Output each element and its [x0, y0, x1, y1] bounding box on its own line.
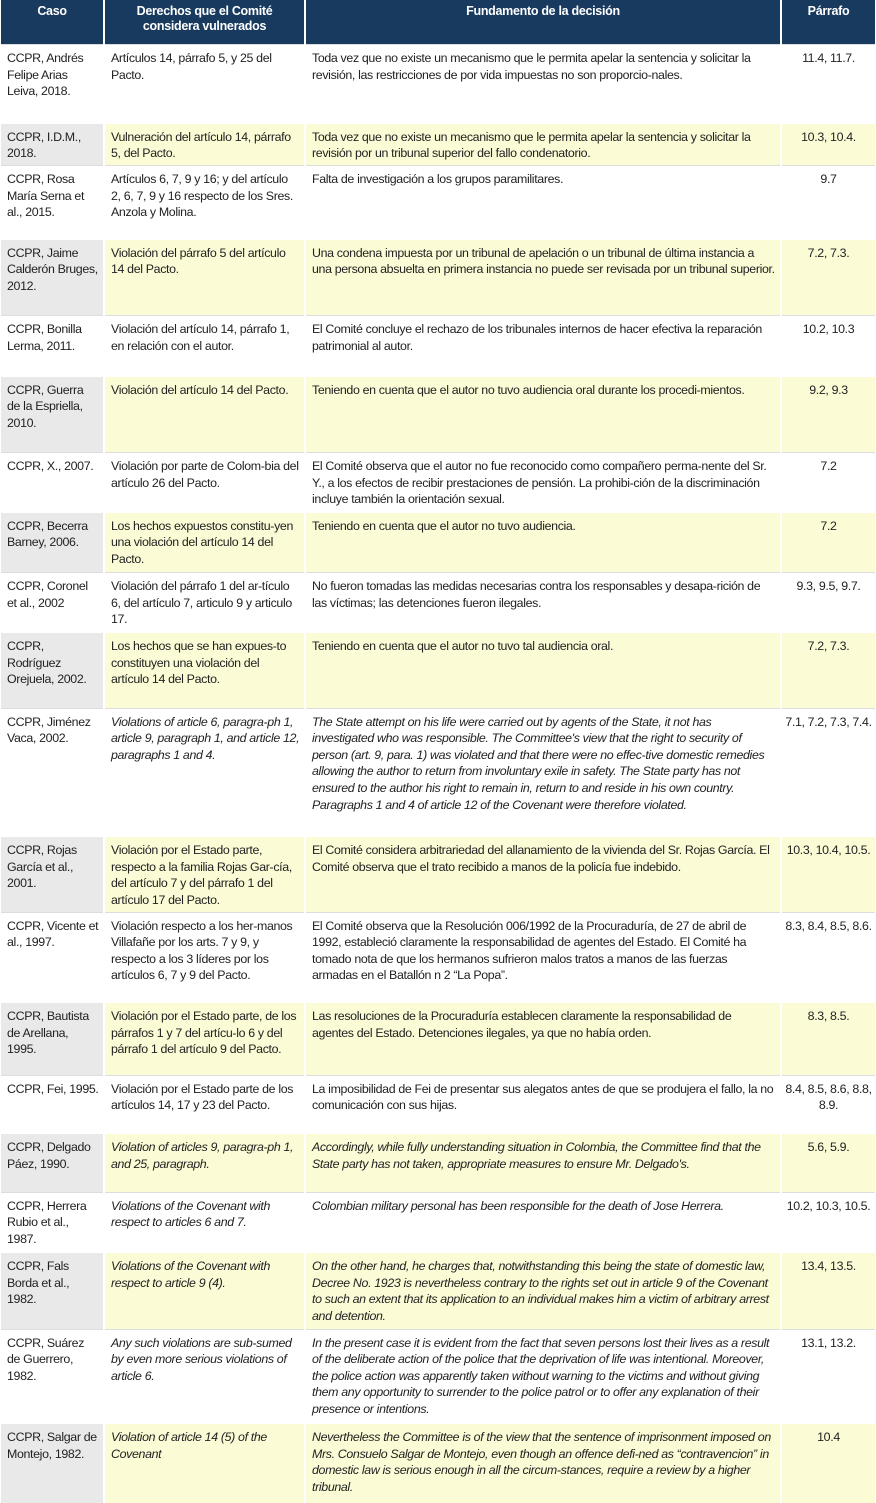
cell-parrafo: 13.1, 13.2.: [781, 1329, 875, 1423]
table-row: [1, 123, 875, 166]
table-row: [1, 1002, 875, 1075]
cell-fundamento: Colombian military personal has been responsible for the death of Jose Herrera.: [305, 1192, 781, 1252]
table-body: [1, 45, 875, 1503]
table-row: [1, 1423, 875, 1503]
cell-fundamento: Una condena impuesta por un tribunal de apelación o un tribunal de última instancia a una persona absuelta en primera instancia no puede ser revisada por un tribunal superior.: [305, 239, 781, 316]
cell-caso: CCPR, I.D.M., 2018.: [1, 123, 104, 166]
table-row: [1, 1329, 875, 1423]
table-row: [1, 708, 875, 836]
table-row: [1, 1075, 875, 1133]
table-row: [1, 1192, 875, 1252]
cell-parrafo: 10.2, 10.3: [781, 316, 875, 376]
cell-fundamento: El Comité concluye el rechazo de los tribunales internos de hacer efectiva la reparación patrimonial al autor.: [305, 316, 781, 376]
table-row: [1, 239, 875, 316]
cell-caso: CCPR, Becerra Barney, 2006.: [1, 512, 104, 573]
decisions-table: [1, 0, 875, 1503]
cell-fundamento: El Comité observa que la Resolución 006/1992 de la Procuraduría, de 27 de abril de 1992, estableció claramente la responsabilidad de agentes del Estado. El Comité ha tomado nota de que los hermanos sufrieron malos tratos a manos de las fuerzas armadas en el Batallón n 2 “La Popa”.: [305, 912, 781, 1002]
cell-derechos: Artículos 6, 7, 9 y 16; y del artículo 2, 6, 7, 9 y 16 respecto de los Sres. Anzola y Molina.: [104, 166, 305, 239]
table-header-row: [1, 0, 875, 45]
header-derechos: Derechos que el Comité considera vulnerados: [104, 0, 305, 45]
table-row: [1, 573, 875, 632]
cell-derechos: Violación por el Estado parte, de los párrafos 1 y 7 del artícu-lo 6 y del párrafo 1 del artículo 9 del Pacto.: [104, 1002, 305, 1075]
cell-fundamento: El Comité considera arbitrariedad del allanamiento de la vivienda del Sr. Rojas García. El Comité observa que el trato recibido a manos de la policía fue indebido.: [305, 836, 781, 912]
cell-fundamento: Las resoluciones de la Procuraduría establecen claramente la responsabilidad de agentes del Estado. Detenciones ilegales, ya que no había orden.: [305, 1002, 781, 1075]
table-row: [1, 1133, 875, 1192]
cell-parrafo: 7.2: [781, 453, 875, 512]
cell-derechos: Violación del artículo 14, párrafo 1, en relación con el autor.: [104, 316, 305, 376]
cell-fundamento: Teniendo en cuenta que el autor no tuvo audiencia oral durante los procedi-mientos.: [305, 376, 781, 453]
cell-derechos: Violación por parte de Colom-bia del artículo 26 del Pacto.: [104, 453, 305, 512]
table-row: [1, 376, 875, 453]
cell-caso: CCPR, Rosa María Serna et al., 2015.: [1, 166, 104, 239]
cell-caso: CCPR, Jiménez Vaca, 2002.: [1, 708, 104, 836]
cell-derechos: Vulneración del artículo 14, párrafo 5, del Pacto.: [104, 123, 305, 166]
cell-fundamento: La imposibilidad de Fei de presentar sus alegatos antes de que se produjera el fallo, la no comunicación con sus hijas.: [305, 1075, 781, 1133]
cell-parrafo: 7.2, 7.3.: [781, 239, 875, 316]
cell-caso: CCPR, Andrés Felipe Arias Leiva, 2018.: [1, 45, 104, 123]
cell-derechos: Violación respecto a los her-manos Villafañe por los arts. 7 y 9, y respecto a los 3 líderes por los artículos 6, 7 y 9 del Pacto.: [104, 912, 305, 1002]
cell-parrafo: 8.3, 8.4, 8.5, 8.6.: [781, 912, 875, 1002]
cell-caso: CCPR, Bautista de Arellana, 1995.: [1, 1002, 104, 1075]
cell-derechos: Violación del artículo 14 del Pacto.: [104, 376, 305, 453]
cell-caso: CCPR, Fals Borda et al., 1982.: [1, 1252, 104, 1329]
cell-derechos: Los hechos expuestos constitu-yen una violación del artículo 14 del Pacto.: [104, 512, 305, 573]
cell-caso: CCPR, X., 2007.: [1, 453, 104, 512]
cell-derechos: Violations of article 6, paragra-ph 1, article 9, paragraph 1, and article 12, paragraphs 1 and 4.: [104, 708, 305, 836]
cell-derechos: Any such violations are sub-sumed by even more serious violations of article 6.: [104, 1329, 305, 1423]
cell-fundamento: Toda vez que no existe un mecanismo que le permita apelar la sentencia y solicitar la revisión por un tribunal superior del fallo condenatorio.: [305, 123, 781, 166]
cell-caso: CCPR, Suárez de Guerrero, 1982.: [1, 1329, 104, 1423]
cell-caso: CCPR, Jaime Calderón Bruges, 2012.: [1, 239, 104, 316]
cell-parrafo: 9.3, 9.5, 9.7.: [781, 573, 875, 632]
table-row: [1, 912, 875, 1002]
table-row: [1, 632, 875, 708]
header-fundamento: Fundamento de la decisión: [305, 0, 781, 45]
cell-parrafo: 7.2: [781, 512, 875, 573]
cell-parrafo: 5.6, 5.9.: [781, 1133, 875, 1192]
table-row: [1, 166, 875, 239]
cell-derechos: Violation of article 14 (5) of the Covenant: [104, 1423, 305, 1503]
cell-caso: CCPR, Rodríguez Orejuela, 2002.: [1, 632, 104, 708]
cell-caso: CCPR, Rojas García et al., 2001.: [1, 836, 104, 912]
header-parrafo: Párrafo: [781, 0, 875, 45]
cell-derechos: Violación del párrafo 5 del artículo 14 del Pacto.: [104, 239, 305, 316]
cell-fundamento: On the other hand, he charges that, notwithstanding this being the state of domestic law, Decree No. 1923 is nevertheless contrary to the rights set out in article 9 of the Covenant to such an extent that its application to an individual makes him a victim of arbitrary arrest and detention.: [305, 1252, 781, 1329]
table-row: [1, 512, 875, 573]
cell-fundamento: Nevertheless the Committee is of the view that the sentence of imprisonment imposed on Mrs. Consuelo Salgar de Montejo, even though an offence defi-ned as “contravencion” in domestic law is serious enough in all the circum-stances, require a review by a higher tribunal.: [305, 1423, 781, 1503]
cell-parrafo: 7.1, 7.2, 7.3, 7.4.: [781, 708, 875, 836]
cell-parrafo: 8.3, 8.5.: [781, 1002, 875, 1075]
cell-parrafo: 9.2, 9.3: [781, 376, 875, 453]
table-row: [1, 316, 875, 376]
table-row: [1, 1252, 875, 1329]
cell-caso: CCPR, Herrera Rubio et al., 1987.: [1, 1192, 104, 1252]
cell-fundamento: El Comité observa que el autor no fue reconocido como compañero perma-nente del Sr. Y., a los efectos de recibir prestaciones de pensión. La prohibi-ción de la discriminación incluye también la orientación sexual.: [305, 453, 781, 512]
cell-fundamento: Falta de investigación a los grupos paramilitares.: [305, 166, 781, 239]
cell-caso: CCPR, Guerra de la Espriella, 2010.: [1, 376, 104, 453]
cell-fundamento: No fueron tomadas las medidas necesarias contra los responsables y desapa-rición de las víctimas; las detenciones fueron ilegales.: [305, 573, 781, 632]
cell-caso: CCPR, Coronel et al., 2002: [1, 573, 104, 632]
cell-parrafo: 10.2, 10.3, 10.5.: [781, 1192, 875, 1252]
cell-caso: CCPR, Bonilla Lerma, 2011.: [1, 316, 104, 376]
cell-derechos: Los hechos que se han expues-to constituyen una violación del artículo 14 del Pacto.: [104, 632, 305, 708]
cell-fundamento: Toda vez que no existe un mecanismo que le permita apelar la sentencia y solicitar la revisión, las restricciones de por vida impuestas no son proporcio-nales.: [305, 45, 781, 123]
cell-derechos: Violación por el Estado parte de los artículos 14, 17 y 23 del Pacto.: [104, 1075, 305, 1133]
cell-fundamento: Teniendo en cuenta que el autor no tuvo audiencia.: [305, 512, 781, 573]
cell-fundamento: Accordingly, while fully understanding situation in Colombia, the Committee find that the State party has not taken, appropriate measures to ensure Mr. Delgado's.: [305, 1133, 781, 1192]
cell-fundamento: Teniendo en cuenta que el autor no tuvo tal audiencia oral.: [305, 632, 781, 708]
cell-caso: CCPR, Vicente et al., 1997.: [1, 912, 104, 1002]
cell-parrafo: 13.4, 13.5.: [781, 1252, 875, 1329]
cell-derechos: Violations of the Covenant with respect to article 9 (4).: [104, 1252, 305, 1329]
cell-derechos: Violación del párrafo 1 del ar-tículo 6, del artículo 7, articulo 9 y articulo 17.: [104, 573, 305, 632]
cell-derechos: Violación por el Estado parte, respecto a la familia Rojas Gar-cía, del artículo 7 y del párrafo 1 del artículo 17 del Pacto.: [104, 836, 305, 912]
cell-derechos: Artículos 14, párrafo 5, y 25 del Pacto.: [104, 45, 305, 123]
header-caso: Caso: [1, 0, 104, 45]
cell-caso: CCPR, Delgado Páez, 1990.: [1, 1133, 104, 1192]
cell-caso: CCPR, Fei, 1995.: [1, 1075, 104, 1133]
table-row: [1, 453, 875, 512]
cell-parrafo: 10.3, 10.4.: [781, 123, 875, 166]
cell-derechos: Violation of articles 9, paragra-ph 1, and 25, paragraph.: [104, 1133, 305, 1192]
cell-parrafo: 11.4, 11.7.: [781, 45, 875, 123]
cell-caso: CCPR, Salgar de Montejo, 1982.: [1, 1423, 104, 1503]
cell-parrafo: 7.2, 7.3.: [781, 632, 875, 708]
cell-parrafo: 10.3, 10.4, 10.5.: [781, 836, 875, 912]
table-row: [1, 45, 875, 123]
cell-parrafo: 9.7: [781, 166, 875, 239]
table-row: [1, 836, 875, 912]
cell-fundamento: In the present case it is evident from the fact that seven persons lost their lives as a result of the deliberate action of the police that the deprivation of life was intentional. Moreover, the police action was apparently taken without warning to the victims and without giving them any opportunity to surrender to the police patrol or to offer any explanation of their presence or intentions.: [305, 1329, 781, 1423]
cell-parrafo: 10.4: [781, 1423, 875, 1503]
cell-fundamento: The State attempt on his life were carried out by agents of the State, it not has investigated who was responsible. The Committee's view that the right to security of person (art. 9, para. 1) was violated and that there were no effec-tive domestic remedies allowing the author to return from involuntary exile in safety. The State party has not ensured to the author his right to remain in, return to and reside in his own country. Paragraphs 1 and 4 of article 12 of the Covenant were therefore violated.: [305, 708, 781, 836]
cell-derechos: Violations of the Covenant with respect to articles 6 and 7.: [104, 1192, 305, 1252]
cell-parrafo: 8.4, 8.5, 8.6, 8.8, 8.9.: [781, 1075, 875, 1133]
